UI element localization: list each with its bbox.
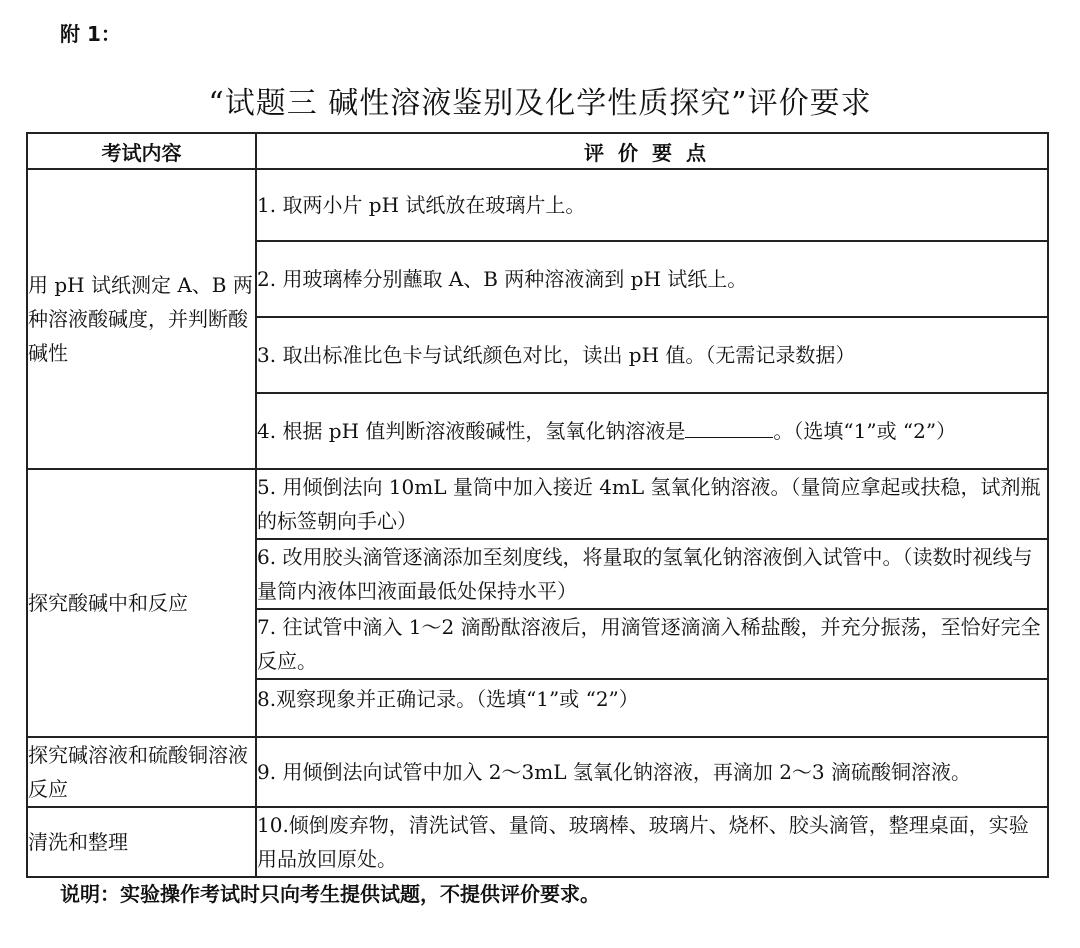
item-10: 10.倾倒废弃物，清洗试管、量筒、玻璃棒、玻璃片、烧杯、胶头滴管，整理桌面，实验用品放回原处。 bbox=[256, 807, 1048, 877]
item-2: 2. 用玻璃棒分别蘸取 A、B 两种溶液滴到 pH 试纸上。 bbox=[256, 241, 1048, 317]
table-row bbox=[27, 169, 1048, 241]
footnote: 说明：实验操作考试时只向考生提供试题，不提供评价要求。 bbox=[60, 882, 600, 906]
table-header-row bbox=[27, 133, 1048, 169]
item-7: 7. 往试管中滴入 1～2 滴酚酞溶液后，用滴管逐滴滴入稀盐酸，并充分振荡，至恰好完全反应。 bbox=[256, 609, 1048, 679]
category-cleanup: 清洗和整理 bbox=[27, 807, 256, 877]
category-ph-test: 用 pH 试纸测定 A、B 两种溶液酸碱度，并判断酸碱性 bbox=[27, 169, 256, 469]
page-title: “试题三 碱性溶液鉴别及化学性质探究”评价要求 bbox=[208, 86, 872, 121]
table-row bbox=[27, 807, 1048, 877]
item-4 bbox=[256, 393, 1048, 469]
item-3: 3. 取出标准比色卡与试纸颜色对比，读出 pH 值。（无需记录数据） bbox=[256, 317, 1048, 393]
appendix-label: 附 1： bbox=[60, 22, 121, 46]
item-4-suffix: 。（选填“1”或 “2”） bbox=[773, 419, 957, 443]
item-6: 6. 改用胶头滴管逐滴添加至刻度线，将量取的氢氧化钠溶液倒入试管中。（读数时视线与量筒内液体凹液面最低处保持水平） bbox=[256, 539, 1048, 609]
item-8: 8.观察现象并正确记录。（选填“1”或 “2”） bbox=[256, 679, 1048, 737]
table-row bbox=[27, 737, 1048, 807]
header-points: 评价要点 bbox=[256, 133, 1048, 169]
fill-blank bbox=[685, 415, 773, 438]
item-5: 5. 用倾倒法向 10mL 量筒中加入接近 4mL 氢氧化钠溶液。（量筒应拿起或扶稳，试剂瓶的标签朝向手心） bbox=[256, 469, 1048, 539]
table-row bbox=[27, 469, 1048, 539]
item-4-text: 4. 根据 pH 值判断溶液酸碱性，氢氧化钠溶液是 bbox=[257, 419, 686, 443]
category-neutralization: 探究酸碱中和反应 bbox=[27, 469, 256, 737]
item-9: 9. 用倾倒法向试管中加入 2～3mL 氢氧化钠溶液，再滴加 2～3 滴硫酸铜溶液。 bbox=[256, 737, 1048, 807]
item-1: 1. 取两小片 pH 试纸放在玻璃片上。 bbox=[256, 169, 1048, 241]
header-content: 考试内容 bbox=[27, 133, 256, 169]
category-copper-sulfate: 探究碱溶液和硫酸铜溶液反应 bbox=[27, 737, 256, 807]
evaluation-table bbox=[26, 132, 1049, 878]
